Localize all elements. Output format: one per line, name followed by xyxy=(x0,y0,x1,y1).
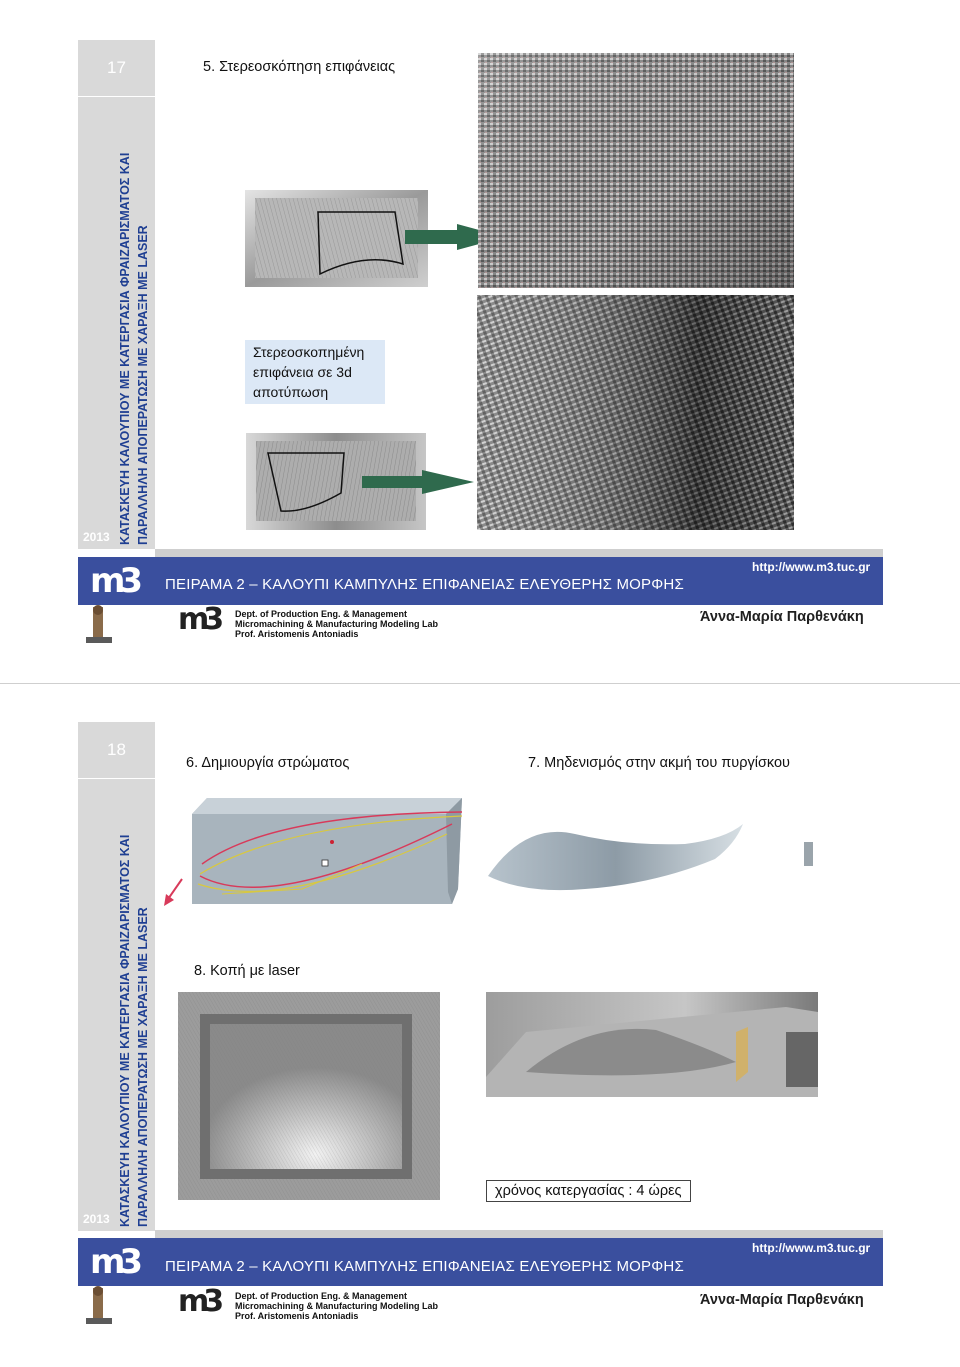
stereo-image-bottom xyxy=(477,295,794,530)
author-name: Άννα-Μαρία Παρθενάκη xyxy=(700,1292,864,1308)
m3-logo-box xyxy=(78,557,155,605)
year-label: 2013 xyxy=(83,530,110,544)
year-label: 2013 xyxy=(83,1212,110,1226)
footer-divider xyxy=(155,1230,883,1238)
lab-name: Micromachining & Manufacturing Modeling Lab xyxy=(235,619,439,629)
mold-photo-top xyxy=(245,190,428,287)
sidebar-title-line1: ΚΑΤΑΣΚΕΥΗ ΚΑΛΟΥΠΙΟΥ ΜΕ ΚΑΤΕΡΓΑΣΙΑ ΦΡΑΙΖΑΡΙΣΜΑΤΟΣ ΚΑΙ xyxy=(118,834,132,1227)
slide-number: 18 xyxy=(78,722,155,778)
slide-18 xyxy=(0,684,960,1367)
lab-name: Micromachining & Manufacturing Modeling Lab xyxy=(235,1301,439,1311)
caption-line: Στερεοσκοπημένη xyxy=(253,344,365,360)
laser-photo-side-view xyxy=(486,992,818,1097)
lab-info xyxy=(235,609,438,639)
lab-professor: Prof. Aristomenis Antoniadis xyxy=(235,1311,359,1321)
slide-heading: 5. Στερεοσκόπηση επιφάνειας xyxy=(203,59,396,75)
turret-edge-image xyxy=(804,842,813,866)
slide-17 xyxy=(0,0,960,683)
sidebar-title-line2: ΠΑΡΑΛΛΗΛΗ ΑΠΟΠΕΡΑΤΩΣΗ ΜΕ ΧΑΡΑΞΗ ΜΕ LASER xyxy=(136,225,150,545)
stereo-image-top xyxy=(478,53,794,288)
sidebar-title-line2: ΠΑΡΑΛΛΗΛΗ ΑΠΟΠΕΡΑΤΩΣΗ ΜΕ ΧΑΡΑΞΗ ΜΕ LASER xyxy=(136,907,150,1227)
zeroed-surface-image xyxy=(485,814,750,894)
footer-url-link[interactable]: http://www.m3.tuc.gr xyxy=(752,1241,871,1255)
footer-divider xyxy=(155,549,883,557)
laser-photo-top-view xyxy=(178,992,440,1200)
heading-layer: 6. Δημιουργία στρώματος xyxy=(186,755,350,771)
caption-line: επιφάνεια σε 3d xyxy=(253,364,352,380)
m3-logo-box xyxy=(78,1238,155,1286)
sidebar-title-line1: ΚΑΤΑΣΚΕΥΗ ΚΑΛΟΥΠΙΟΥ ΜΕ ΚΑΤΕΡΓΑΣΙΑ ΦΡΑΙΖΑΡΙΣΜΑΤΟΣ ΚΑΙ xyxy=(118,152,132,545)
heading-laser-cut: 8. Κοπή με laser xyxy=(194,963,300,979)
m3-logo: m3 xyxy=(90,561,138,601)
lab-logo: m3 xyxy=(178,1284,219,1319)
stereo-caption xyxy=(245,340,385,404)
caption-line: αποτύπωση xyxy=(253,384,329,400)
author-name: Άννα-Μαρία Παρθενάκη xyxy=(700,609,864,625)
footer-title: ΠΕΙΡΑΜΑ 2 – ΚΑΛΟΥΠΙ ΚΑΜΠΥΛΗΣ ΕΠΙΦΑΝΕΙΑΣ ΕΛΕΥΘΕΡΗΣ ΜΟΡΦΗΣ xyxy=(165,576,684,593)
lab-dept: Dept. of Production Eng. & Management xyxy=(235,1291,408,1301)
lab-info xyxy=(235,1291,438,1321)
m3-logo: m3 xyxy=(90,1242,138,1282)
statue-icon xyxy=(82,603,116,645)
statue-icon xyxy=(82,1284,116,1326)
lab-professor: Prof. Aristomenis Antoniadis xyxy=(235,629,359,639)
arrow-right-icon xyxy=(362,470,474,494)
machining-time-label: χρόνος κατεργασίας : 4 ώρες xyxy=(486,1180,691,1202)
heading-zeroing: 7. Μηδενισμός στην ακμή του πυργίσκου xyxy=(528,755,790,771)
cad-layer-image xyxy=(162,794,467,909)
lab-logo: m3 xyxy=(178,602,219,637)
lab-dept: Dept. of Production Eng. & Management xyxy=(235,609,408,619)
footer-url-link[interactable]: http://www.m3.tuc.gr xyxy=(752,560,871,574)
footer-title: ΠΕΙΡΑΜΑ 2 – ΚΑΛΟΥΠΙ ΚΑΜΠΥΛΗΣ ΕΠΙΦΑΝΕΙΑΣ ΕΛΕΥΘΕΡΗΣ ΜΟΡΦΗΣ xyxy=(165,1258,684,1275)
slide-number: 17 xyxy=(78,40,155,96)
